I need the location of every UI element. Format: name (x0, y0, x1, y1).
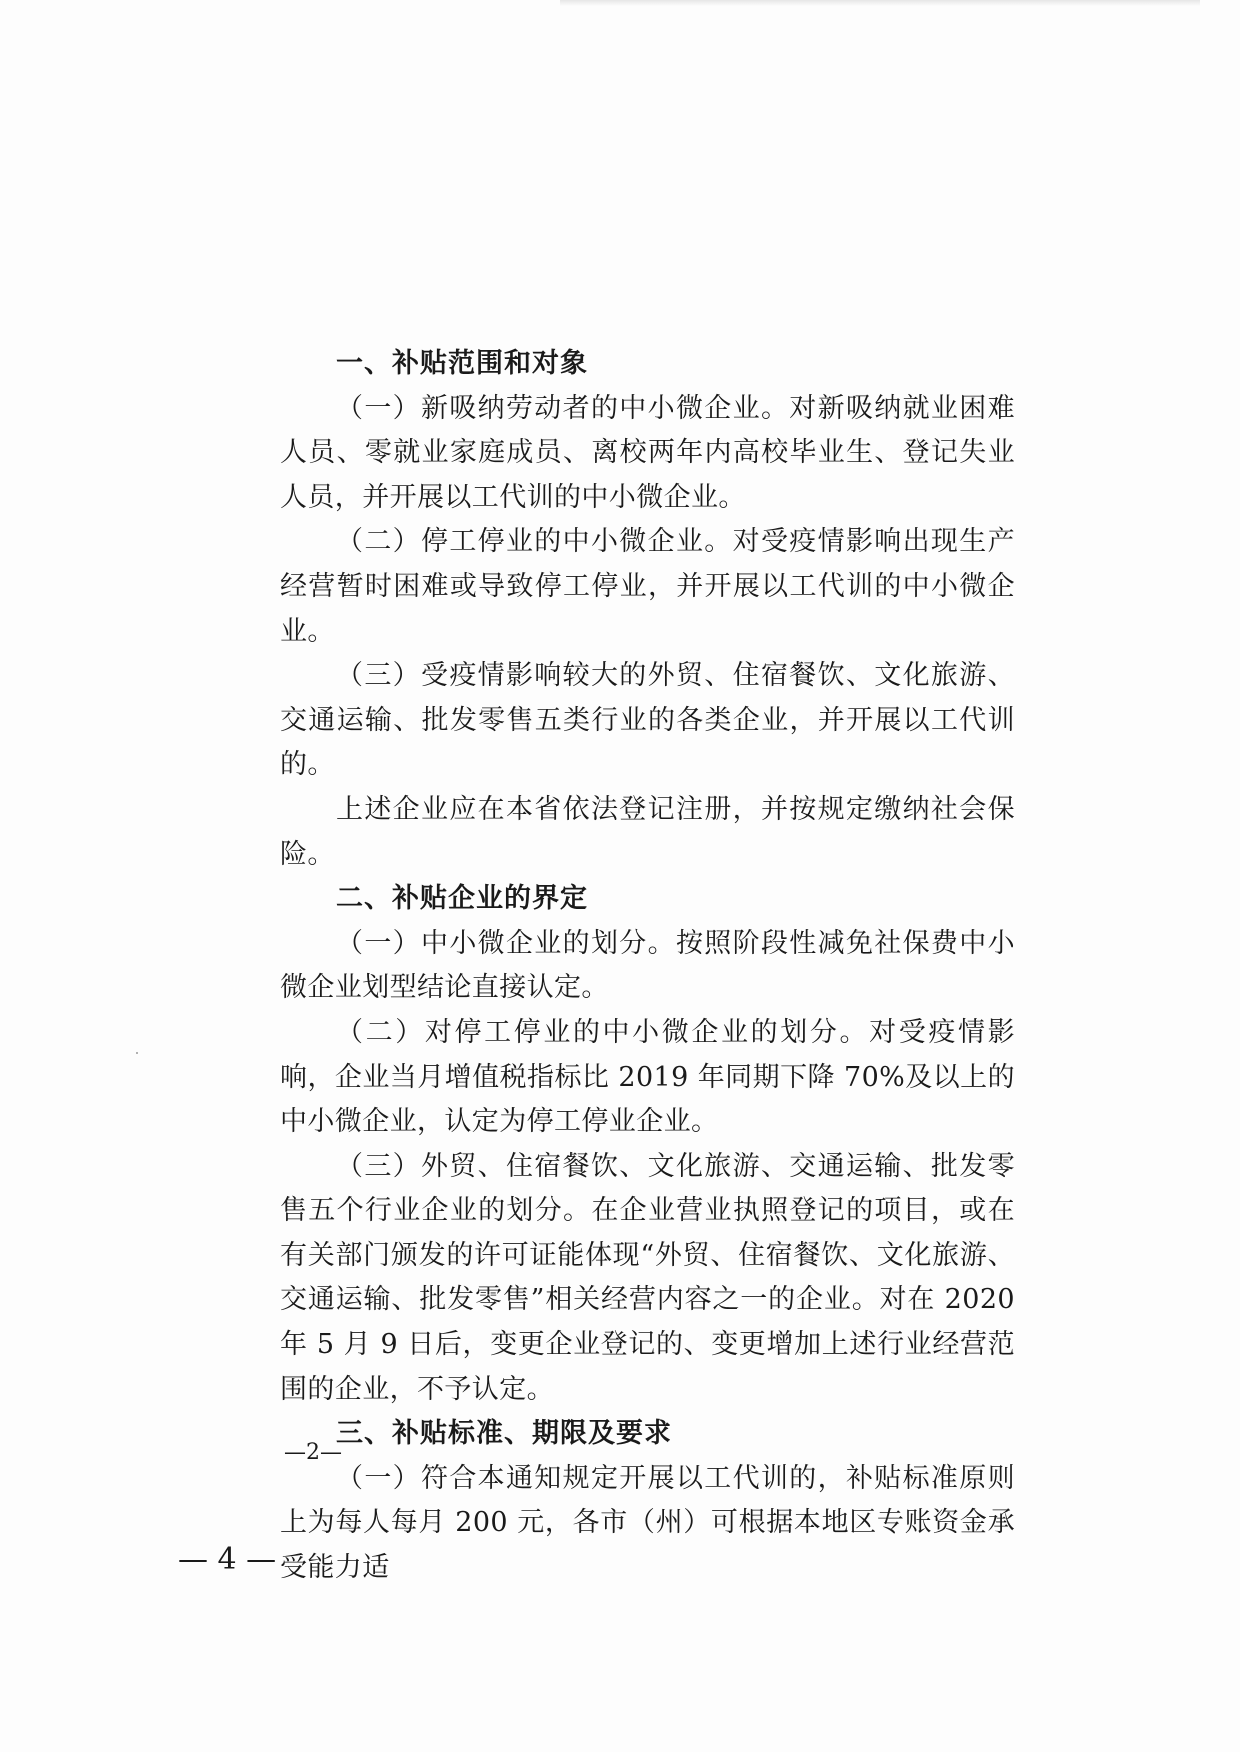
scan-speck (136, 1052, 138, 1054)
paragraph: （三）受疫情影响较大的外贸、住宿餐饮、文化旅游、交通运输、批发零售五类行业的各类企业，并开展以工代训的。 (280, 660, 1015, 781)
section-heading-3: 三、补贴标准、期限及要求 (336, 1418, 672, 1450)
paragraph: 上述企业应在本省依法登记注册，并按规定缴纳社会保险。 (280, 793, 1015, 870)
inner-page-number: —2— (284, 1440, 342, 1465)
paragraph: （一）新吸纳劳动者的中小微企业。对新吸纳就业困难人员、零就业家庭成员、离校两年内高校毕业生、登记失业人员，并开展以工代训的中小微企业。 (280, 392, 1015, 513)
paragraph: （一）中小微企业的划分。按照阶段性减免社保费中小微企业划型结论直接认定。 (280, 927, 1015, 1004)
section-heading-2: 二、补贴企业的界定 (336, 883, 588, 915)
paragraph: （三）外贸、住宿餐饮、文化旅游、交通运输、批发零售五个行业企业的划分。在企业营业执照登记的项目，或在有关部门颁发的许可证能体现“外贸、住宿餐饮、文化旅游、交通运输、批发零售”相关经营内容之一的企业。对在 2020 年 5 月 9 日后，变更企业登记的、变更增加上述行业经营范围的企业，不予认定。 (280, 1150, 1015, 1405)
paragraph: （二）停工停业的中小微企业。对受疫情影响出现生产经营暂时困难或导致停工停业，并开展以工代训的中小微企业。 (280, 526, 1015, 647)
section-heading-1: 一、补贴范围和对象 (336, 348, 588, 379)
paragraph: （一）符合本通知规定开展以工代训的，补贴标准原则上为每人每月 200 元，各市（州）可根据本地区专账资金承受能力适 (280, 1462, 1015, 1584)
paragraph: （二）对停工停业的中小微企业的划分。对受疫情影响，企业当月增值税指标比 2019 年同期下降 70%及以上的中小微企业，认定为停工停业企业。 (280, 1016, 1015, 1138)
scan-edge-shadow (560, 0, 1200, 6)
outer-page-number: — 4 — (178, 1542, 277, 1577)
document-body (280, 342, 1015, 1591)
